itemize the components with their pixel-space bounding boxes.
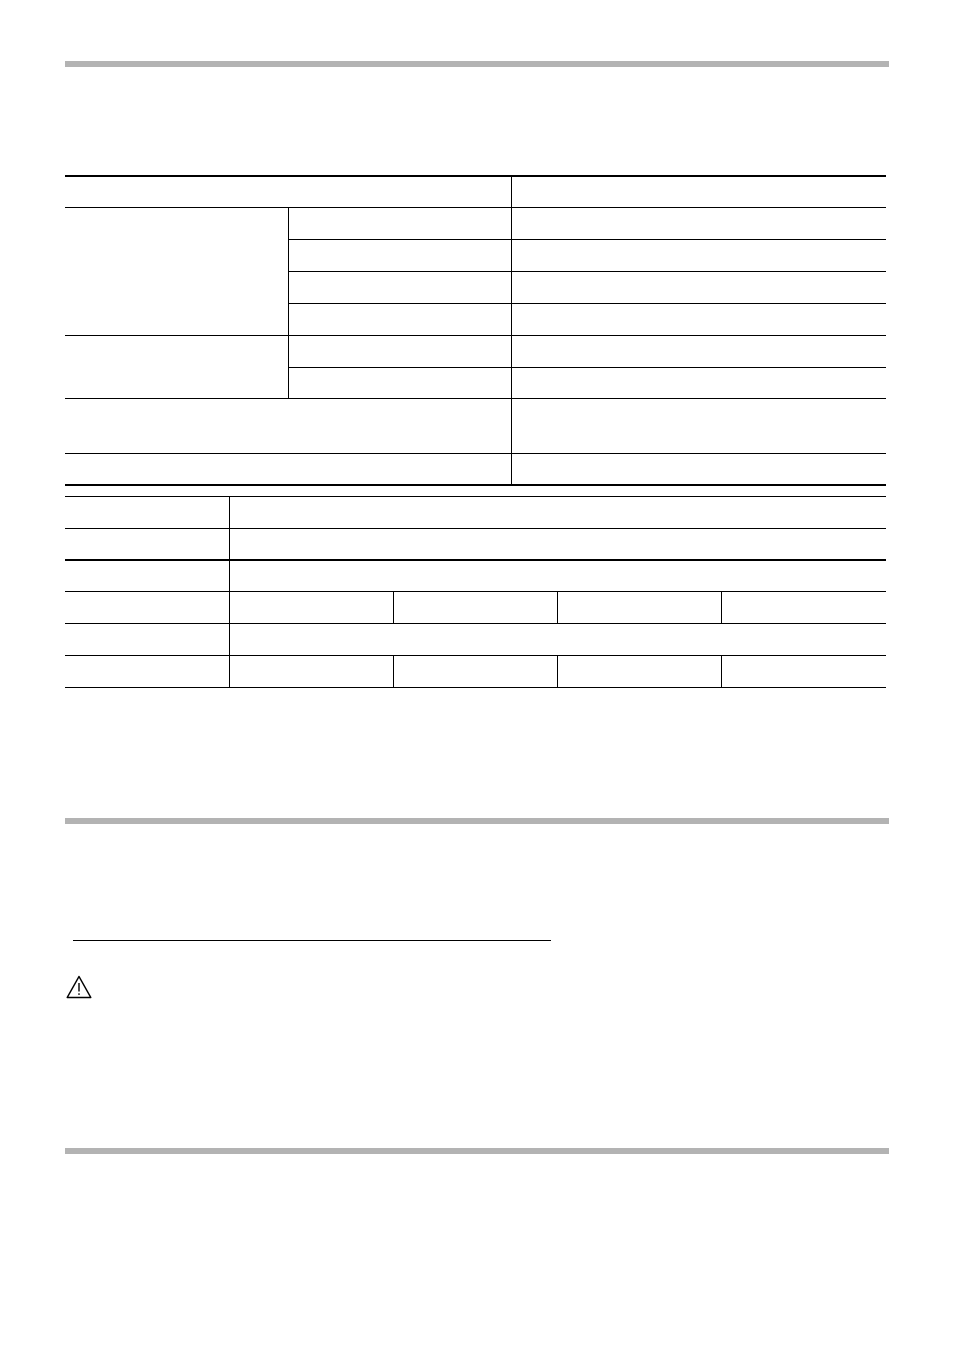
- table2-column-divider: [721, 655, 722, 687]
- table1-row-rule: [65, 398, 886, 399]
- table1-row-rule: [65, 335, 886, 336]
- table1-row-rule: [289, 367, 886, 368]
- table2-column-divider: [393, 591, 394, 623]
- section-divider-middle: [65, 818, 889, 824]
- section-divider-bottom: [65, 1148, 889, 1154]
- table2-bottom-border: [65, 687, 886, 688]
- table1-row-rule: [289, 239, 886, 240]
- table1-row-rule: [65, 453, 886, 454]
- table1-top-border: [65, 175, 886, 177]
- table2-row-rule: [65, 591, 886, 592]
- section-divider-top: [65, 61, 889, 67]
- heading-underline: [73, 940, 551, 941]
- table2-row-rule: [65, 655, 886, 656]
- table1-header-rule: [65, 207, 886, 208]
- table1-row-rule: [289, 271, 886, 272]
- table2-column-divider: [557, 591, 558, 623]
- table2-row-rule: [65, 528, 886, 529]
- table1-bottom-border: [65, 484, 886, 486]
- table1-row-rule: [289, 303, 886, 304]
- table1-column-divider: [288, 207, 289, 399]
- table2-top-border: [65, 496, 886, 497]
- table2-column-divider: [557, 655, 558, 687]
- table2-group-rule: [65, 559, 886, 561]
- table2-column-divider: [721, 591, 722, 623]
- table2-row-rule: [65, 623, 886, 624]
- table2-column-divider: [393, 655, 394, 687]
- table2-label-column-divider: [229, 496, 230, 687]
- table1-column-divider: [511, 175, 512, 485]
- warning-triangle-icon: [66, 975, 92, 999]
